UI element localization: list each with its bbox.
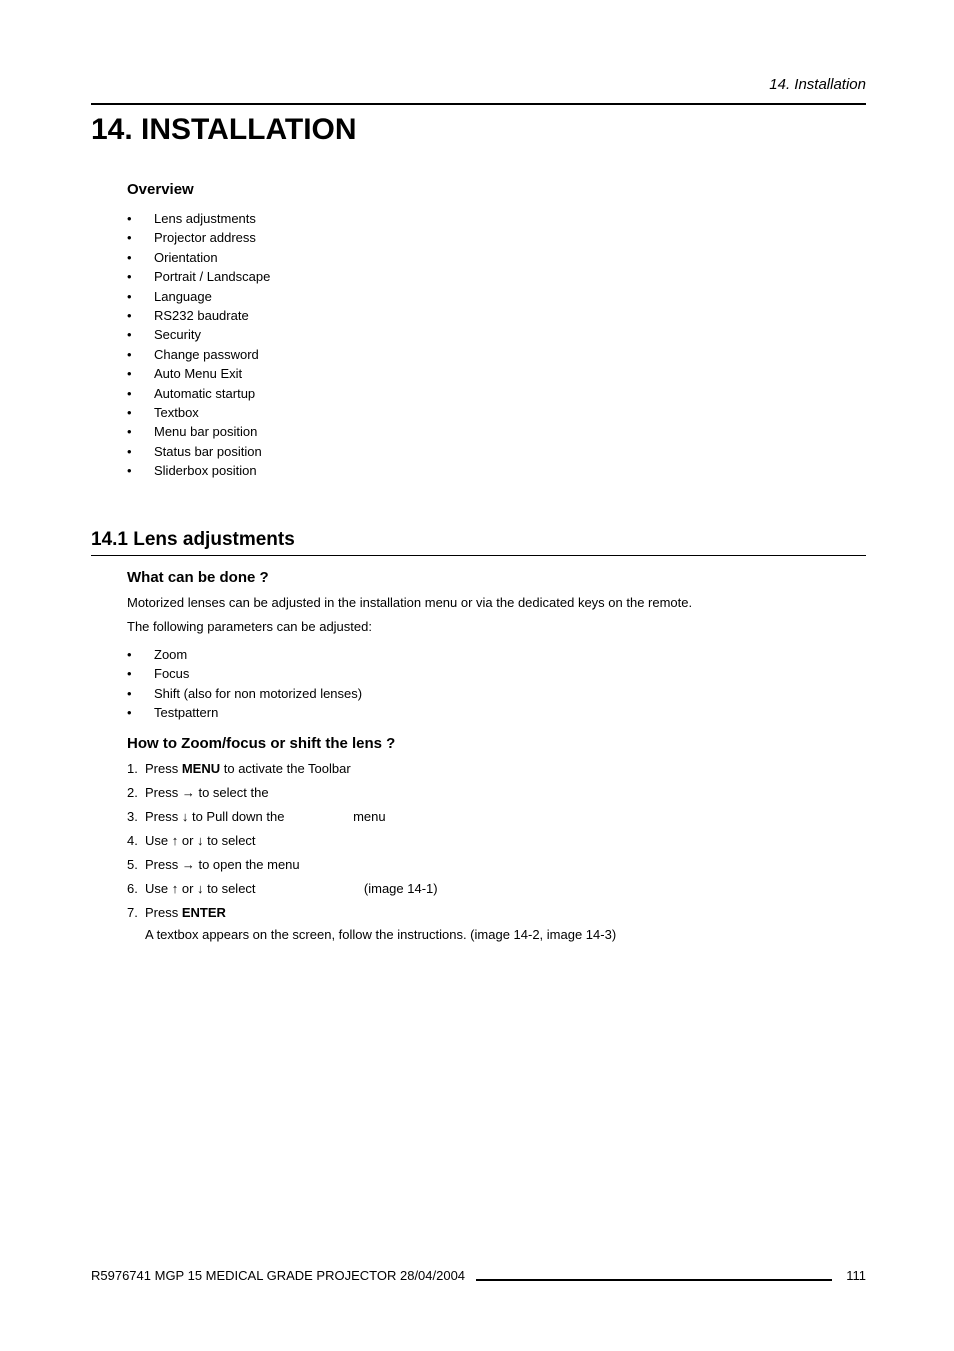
param-item-text: Zoom [154,647,188,662]
overview-item-text: Portrait / Landscape [154,269,271,285]
overview-item [127,403,270,422]
step-item [127,879,438,903]
overview-item [127,248,270,267]
step-text: Press → to open the menu [145,857,300,872]
bullet-marker: • [127,327,132,343]
bullet-marker: • [127,666,132,682]
footer-rule [476,1279,832,1281]
overview-item [127,325,270,344]
step-text: Press [145,905,182,920]
what-heading: What can be done ? [127,569,269,586]
bullet-marker: • [127,705,132,721]
step-number: 6. [127,881,138,896]
param-item [127,664,362,683]
step-item [127,807,438,831]
param-item [127,684,362,703]
step-item [127,903,438,927]
overview-item [127,442,270,461]
step-number: 7. [127,905,138,920]
step-text: Use ↑ or ↓ to select (image 14-1) [145,881,438,896]
overview-item-text: Sliderbox position [154,463,257,479]
step-number: 1. [127,761,138,776]
step-number: 5. [127,857,138,872]
overview-item [127,461,270,480]
overview-item [127,228,270,247]
overview-heading: Overview [127,181,194,198]
overview-list [127,209,270,480]
overview-item-text: Orientation [154,249,218,265]
overview-item [127,306,270,325]
section-title: 14.1 Lens adjustments [91,529,295,550]
param-item [127,703,362,722]
bullet-marker: • [127,211,132,226]
step-number: 4. [127,833,138,848]
overview-item-text: Change password [154,346,259,362]
overview-item [127,345,270,364]
param-item [127,645,362,664]
overview-item [127,364,270,383]
bullet-marker: • [127,307,132,323]
page-number: 111 [846,1268,866,1283]
overview-item-text: Textbox [154,404,199,420]
params-intro: The following parameters can be adjusted: [127,619,372,634]
step-item [127,855,438,879]
bullet-marker: • [127,346,132,362]
footer-doc-info: R5976741 MGP 15 MEDICAL GRADE PROJECTOR 28/04/2004 [91,1268,466,1283]
overview-item-text: Lens adjustments [154,211,256,226]
step-text: Press ↓ to Pull down the menu [145,809,386,824]
overview-item-text: Menu bar position [154,424,258,440]
bullet-marker: • [127,404,132,420]
overview-item-text: RS232 baudrate [154,307,249,323]
bullet-marker: • [127,463,132,479]
bullet-marker: • [127,288,132,304]
overview-item-text: Language [154,288,212,304]
step-text: Press [145,761,182,776]
overview-item-text: Projector address [154,230,256,246]
overview-item [127,384,270,403]
param-item-text: Shift (also for non motorized lenses) [154,685,363,701]
bullet-marker: • [127,424,132,440]
bullet-marker: • [127,249,132,265]
step-item [127,759,438,783]
overview-item [127,287,270,306]
bullet-marker: • [127,366,132,382]
step-text: Use ↑ or ↓ to select [145,833,256,848]
step-key: ENTER [181,905,226,920]
overview-item [127,267,270,286]
bullet-marker: • [127,443,132,459]
params-list [127,645,362,723]
step-text-after: to activate the Toolbar [220,761,351,776]
running-header: 14. Installation [769,76,866,93]
step-text: Press → to select the [145,785,269,800]
overview-item-text: Status bar position [154,443,262,459]
how-heading: How to Zoom/focus or shift the lens ? [127,735,396,752]
steps-list [127,759,438,927]
overview-item-text: Automatic startup [154,385,256,401]
overview-item [127,422,270,441]
bullet-marker: • [127,647,132,662]
overview-item-text: Security [154,327,201,343]
intro-paragraph: Motorized lenses can be adjusted in the installation menu or via the dedicated keys on the remote. [127,595,693,610]
step-number: 3. [127,809,138,824]
bullet-marker: • [127,230,132,246]
chapter-title: 14. INSTALLATION [91,113,357,146]
step-number: 2. [127,785,138,800]
param-item-text: Testpattern [154,705,219,721]
bullet-marker: • [127,269,132,285]
step-item [127,831,438,855]
overview-item [127,209,270,228]
bullet-marker: • [127,385,132,401]
section-rule [91,555,866,556]
step-item [127,783,438,807]
step-key: MENU [181,761,221,776]
overview-item-text: Auto Menu Exit [154,366,243,382]
chapter-rule [91,103,866,105]
step-note: A textbox appears on the screen, follow the instructions. (image 14-2, image 14-3) [145,927,617,942]
bullet-marker: • [127,685,132,701]
param-item-text: Focus [154,666,190,682]
